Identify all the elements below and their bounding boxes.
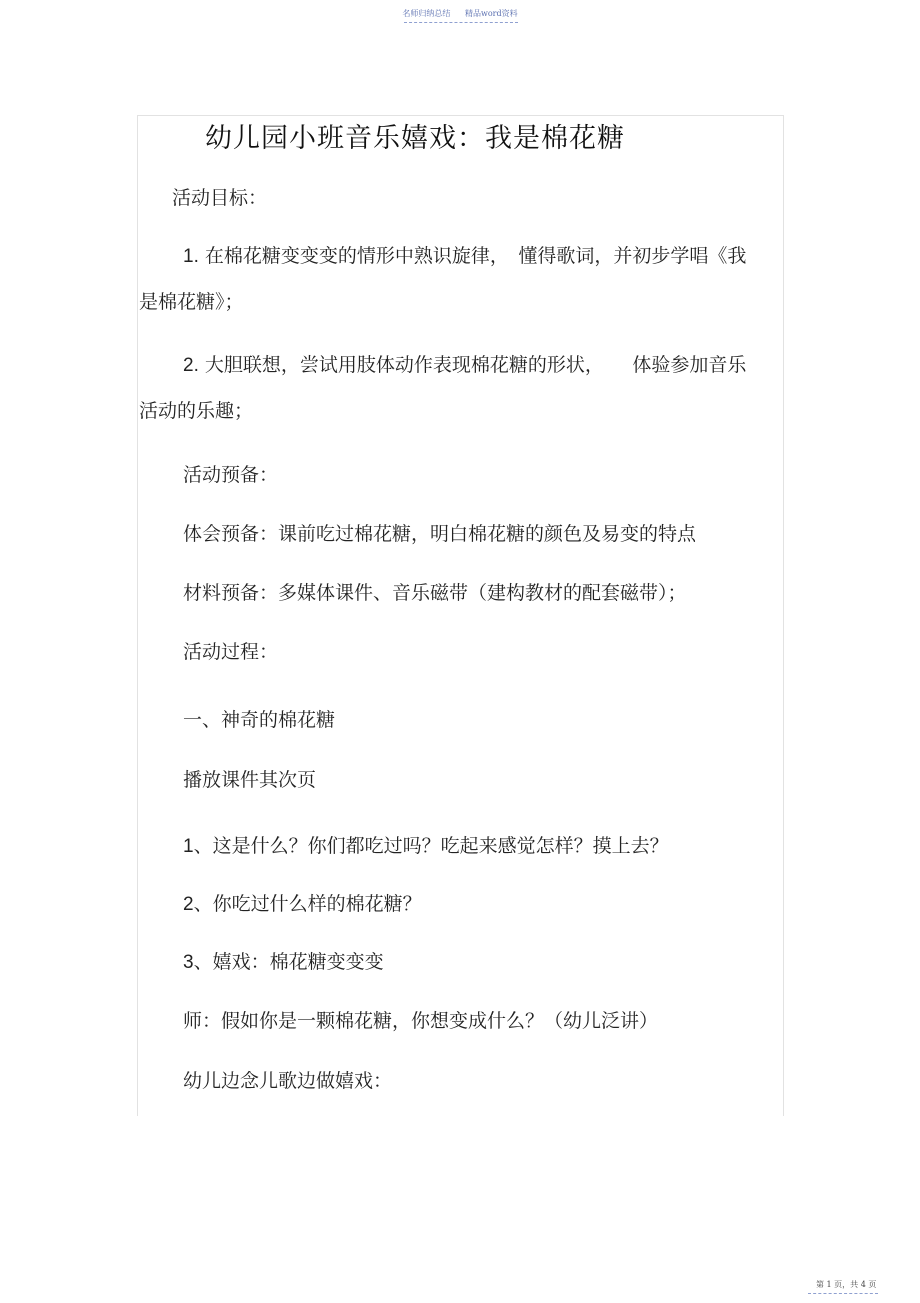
question-2-text: 、你吃过什么样的棉花糖？ [193, 893, 422, 915]
prep-experience: 体会预备：课前吃过棉花糖，明白棉花糖的颜色及易变的特点 [183, 523, 697, 545]
document-title: 幼儿园小班音乐嬉戏：我是棉花糖 [205, 123, 625, 154]
section-heading-prep: 活动预备： [183, 464, 279, 486]
footer-rule [808, 1293, 878, 1294]
goal-1-line-2: 是棉花糖》； [139, 291, 244, 313]
page-header [0, 8, 920, 19]
question-2 [183, 889, 422, 916]
goal-2-line-1 [183, 350, 746, 377]
header-right-text: 精品word资料 [464, 9, 518, 18]
question-3-text: 、嬉戏：棉花糖变变变 [193, 951, 384, 973]
question-2-number: 2 [183, 894, 194, 915]
goal-2-text: 大胆联想，尝试用肢体动作表现棉花糖的形状， 体验参加音乐 [204, 354, 747, 376]
header-left-text: 名师归纳总结 [402, 9, 451, 18]
question-3-number: 3 [183, 952, 194, 973]
goal-2-line-2: 活动的乐趣； [139, 400, 254, 422]
question-3 [183, 947, 384, 974]
header-rule [404, 22, 518, 23]
section-heading-goals: 活动目标： [172, 187, 268, 209]
section-heading-process: 活动过程： [183, 641, 279, 663]
page-number: 第 1 页，共 4 页 [816, 1280, 877, 1289]
process-step-slide: 播放课件其次页 [183, 769, 317, 791]
children-activity: 幼儿边念儿歌边做嬉戏： [183, 1070, 393, 1092]
question-1-number: 1 [183, 836, 194, 857]
teacher-prompt: 师：假如你是一颗棉花糖，你想变成什么？（幼儿泛讲） [183, 1010, 659, 1032]
prep-materials: 材料预备：多媒体课件、音乐磁带（建构教材的配套磁带）； [183, 582, 687, 604]
goal-1-line-1 [183, 241, 746, 268]
process-part-1-heading: 一、神奇的棉花糖 [183, 709, 336, 731]
question-1-text: 、这是什么？你们都吃过吗？吃起来感觉怎样？摸上去？ [193, 835, 669, 857]
goal-1-number: 1. [183, 246, 199, 267]
question-1 [183, 831, 669, 858]
goal-1-text: 在棉花糖变变变的情形中熟识旋律， 懂得歌词，并初步学唱《我 [204, 245, 747, 267]
goal-2-number: 2. [183, 355, 199, 376]
